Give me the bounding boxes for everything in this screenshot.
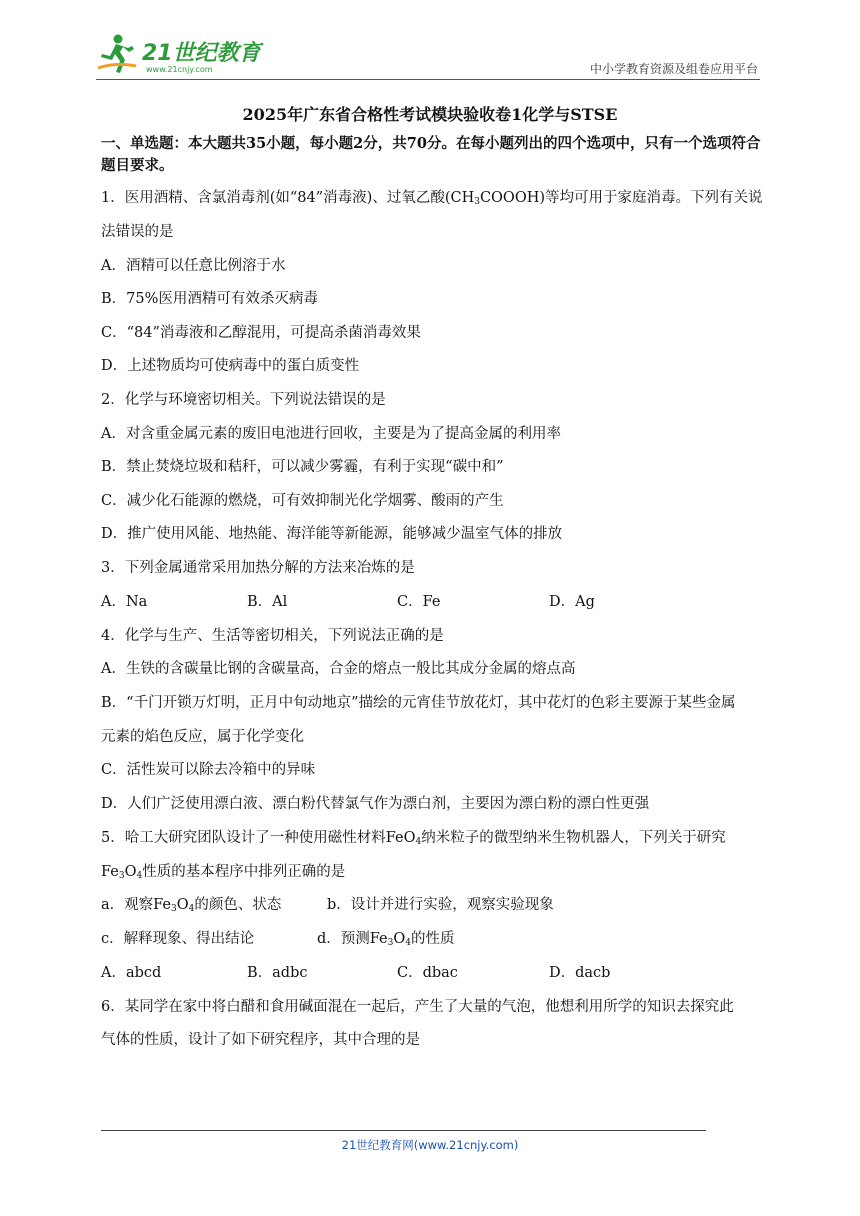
question-1-option-d: D．上述物质均可使病毒中的蛋白质变性 [101, 358, 360, 374]
question-2-option-c: C．减少化石能源的燃烧，可有效抑制光化学烟雾、酸雨的产生 [101, 493, 504, 509]
question-5-stem-line2: $Fe_3O_4$性质的基本程序中排列正确的是 [101, 864, 346, 881]
header-divider [96, 79, 760, 80]
footer-divider [101, 1130, 706, 1131]
question-6-stem-line2: 气体的性质，设计了如下研究程序，其中合理的是 [101, 1032, 420, 1048]
question-3-stem: 3．下列金属通常采用加热分解的方法来冶炼的是 [101, 560, 415, 576]
question-2-option-b: B．禁止焚烧垃圾和秸秆，可以减少雾霾，有利于实现“碳中和” [101, 459, 504, 475]
question-1-option-c: C．“84”消毒液和乙醇混用，可提高杀菌消毒效果 [101, 325, 421, 341]
question-1-option-b: B．75%医用酒精可有效杀灭病毒 [101, 291, 318, 307]
question-1-stem-line2: 法错误的是 [101, 224, 174, 240]
logo-url: www.21cnjy.com [146, 65, 213, 74]
question-5-stem-line1: 5．哈工大研究团队设计了一种使用磁性材料FeO$_4$纳米粒子的微型纳米生物机器人，下列关于研究 [101, 830, 726, 847]
question-5-option-b: B．adbc [247, 965, 308, 981]
question-3-option-a: A．Na [101, 594, 148, 610]
paper-title: 2025年广东省合格性考试模块验收卷1化学与STSE [242, 105, 618, 124]
question-4-stem: 4．化学与生产、生活等密切相关，下列说法正确的是 [101, 628, 444, 644]
question-2-stem: 2．化学与环境密切相关。下列说法错误的是 [101, 392, 386, 408]
question-5-item-c: c．解释现象、得出结论 [101, 931, 255, 947]
section-heading: 一、单选题：本大题共35小题，每小题2分，共70分。在每小题列出的四个选项中，只有一个选项符合题目要求。 [101, 135, 761, 174]
question-4-option-b-line1: B．“千门开锁万灯明，正月中旬动地京”描绘的元宵佳节放花灯，其中花灯的色彩主要源于某些金属 [101, 695, 736, 711]
question-5-item-a: a．观察$Fe_3O_4$的颜色、状态 [101, 897, 282, 914]
question-5-option-a: A．abcd [101, 965, 162, 981]
question-3-option-b: B．Al [247, 594, 288, 610]
platform-name: 中小学教育资源及组卷应用平台 [589, 62, 758, 76]
question-5-item-d: d．预测$Fe_3O_4$的性质 [317, 931, 455, 948]
question-5-option-d: D．dacb [549, 965, 611, 981]
site-logo [96, 32, 266, 76]
logo-wordmark: 21世纪教育 [142, 41, 261, 66]
question-3-option-d: D．Ag [549, 594, 595, 610]
question-6-stem-line1: 6．某同学在家中将白醋和食用碱面混在一起后，产生了大量的气泡，他想利用所学的知识去探究此 [101, 999, 734, 1015]
page-header [96, 28, 760, 80]
question-1-option-a: A．酒精可以任意比例溶于水 [101, 258, 286, 274]
question-2-option-d: D．推广使用风能、地热能、海洋能等新能源，能够减少温室气体的排放 [101, 526, 563, 542]
footer-link[interactable]: 21世纪教育网(www.21cnjy.com) [341, 1138, 519, 1152]
question-4-option-c: C．活性炭可以除去冷箱中的异味 [101, 762, 316, 778]
question-5-option-c: C．dbac [397, 965, 458, 981]
question-4-option-a: A．生铁的含碳量比钢的含碳量高，合金的熔点一般比其成分金属的熔点高 [101, 661, 576, 677]
question-3-option-c: C．Fe [397, 594, 441, 610]
question-1-stem-line1: 1．医用酒精、含氯消毒剂(如“84”消毒液)、过氧乙酸$(CH_3COOOH)$等均可用于家庭消毒。下列有关说 [101, 190, 763, 207]
question-4-option-d: D．人们广泛使用漂白液、漂白粉代替氯气作为漂白剂，主要因为漂白粉的漂白性更强 [101, 796, 650, 812]
question-2-option-a: A．对含重金属元素的废旧电池进行回收，主要是为了提高金属的利用率 [101, 426, 561, 442]
question-4-option-b-line2: 元素的焰色反应，属于化学变化 [101, 729, 304, 745]
question-5-item-b: b．设计并进行实验，观察实验现象 [327, 897, 554, 913]
